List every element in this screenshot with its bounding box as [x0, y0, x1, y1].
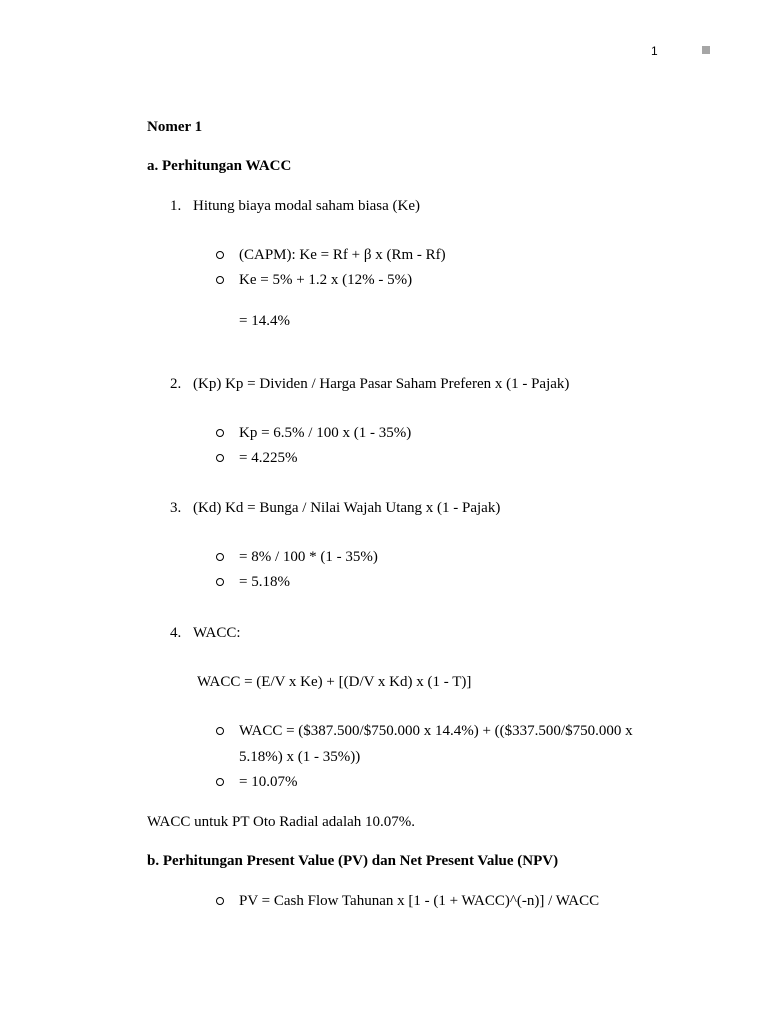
- bullet-icon: [216, 578, 224, 586]
- section-a-heading: a. Perhitungan WACC: [147, 158, 292, 174]
- page-marker-icon: [702, 46, 710, 54]
- bullet-icon: [216, 727, 224, 735]
- bullet-icon: [216, 778, 224, 786]
- section-b-heading: b. Perhitungan Present Value (PV) dan Net Present Value (NPV): [147, 853, 559, 869]
- item-3-number: 3.: [170, 500, 182, 516]
- item-4-bullet-1: WACC = ($387.500/$750.000 x 14.4%) + (($337.500/$750.000 x: [239, 723, 633, 739]
- item-3-bullet-1: = 8% / 100 * (1 - 35%): [239, 549, 378, 565]
- document-title: Nomer 1: [147, 119, 203, 135]
- item-3-bullet-2: = 5.18%: [239, 574, 290, 590]
- item-1-result: = 14.4%: [239, 313, 290, 329]
- item-4-number: 4.: [170, 625, 182, 641]
- item-2-number: 2.: [170, 376, 182, 392]
- item-2-bullet-2: = 4.225%: [239, 450, 298, 466]
- wacc-conclusion: WACC untuk PT Oto Radial adalah 10.07%.: [147, 814, 416, 830]
- bullet-icon: [216, 553, 224, 561]
- wacc-formula: WACC = (E/V x Ke) + [(D/V x Kd) x (1 - T)]: [197, 674, 472, 690]
- page-number: 1: [651, 44, 658, 58]
- bullet-icon: [216, 276, 224, 284]
- item-1-bullet-2: Ke = 5% + 1.2 x (12% - 5%): [239, 272, 413, 288]
- item-4-bullet-1-wrap: 5.18%) x (1 - 35%)): [239, 749, 361, 765]
- item-1-text: Hitung biaya modal saham biasa (Ke): [193, 198, 421, 214]
- item-4-text: WACC:: [193, 625, 241, 641]
- item-3-text: (Kd) Kd = Bunga / Nilai Wajah Utang x (1 - Pajak): [193, 500, 501, 516]
- bullet-icon: [216, 429, 224, 437]
- bullet-icon: [216, 251, 224, 259]
- item-1-number: 1.: [170, 198, 182, 214]
- section-b-bullet-1: PV = Cash Flow Tahunan x [1 - (1 + WACC)^(-n)] / WACC: [239, 893, 600, 909]
- bullet-icon: [216, 897, 224, 905]
- item-1-bullet-1: (CAPM): Ke = Rf + β x (Rm - Rf): [239, 247, 446, 263]
- bullet-icon: [216, 454, 224, 462]
- item-2-bullet-1: Kp = 6.5% / 100 x (1 - 35%): [239, 425, 412, 441]
- item-2-text: (Kp) Kp = Dividen / Harga Pasar Saham Preferen x (1 - Pajak): [193, 376, 570, 392]
- item-4-bullet-2: = 10.07%: [239, 774, 298, 790]
